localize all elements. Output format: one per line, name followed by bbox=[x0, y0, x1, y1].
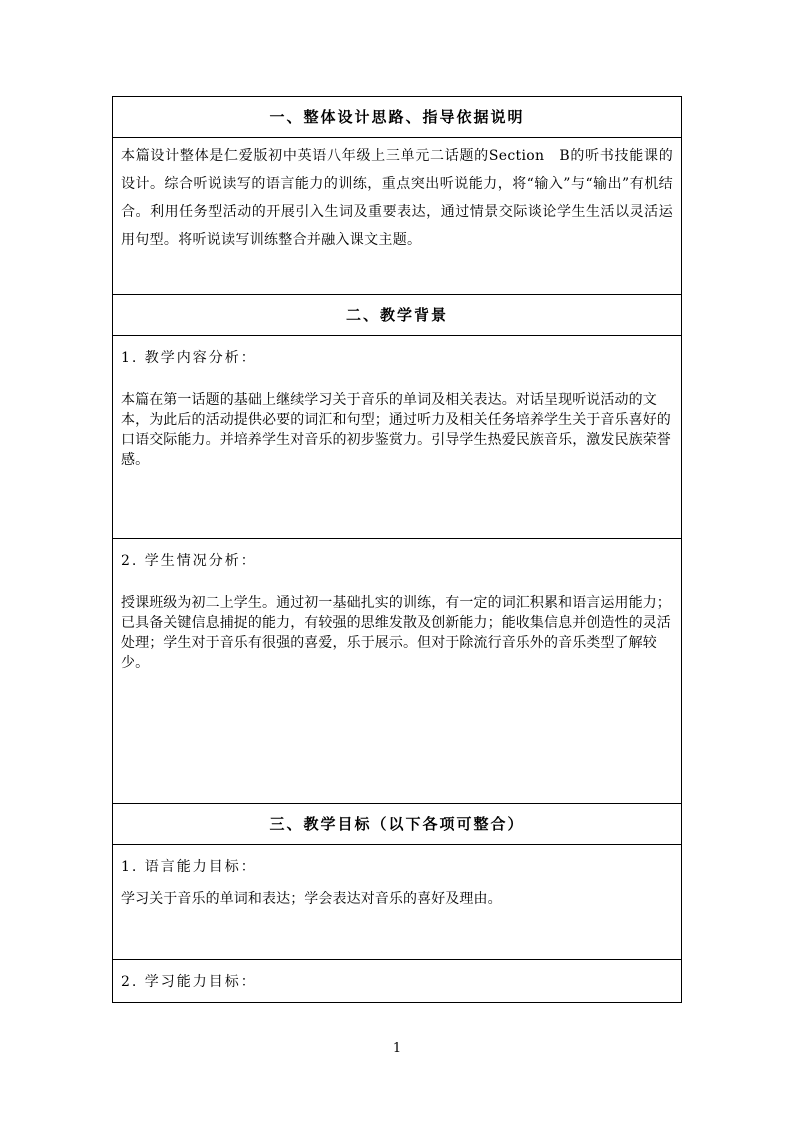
language-ability-text: 学习关于音乐的单词和表达；学会表达对音乐的喜好及理由。 bbox=[121, 891, 502, 907]
content-analysis-title: 1. 教学内容分析： bbox=[121, 350, 257, 366]
language-ability-title: 1. 语言能力目标： bbox=[121, 859, 257, 875]
section-heading-text: 二、教学背景 bbox=[345, 306, 448, 324]
content-analysis-cell bbox=[113, 336, 682, 539]
section-heading-teaching-objectives bbox=[113, 804, 682, 845]
page-number: 1 bbox=[392, 1041, 402, 1056]
content-analysis-text: 本篇在第一话题的基础上继续学习关于音乐的单词及相关表达。对话呈现听说活动的文本，为此后的活动提供必要的词汇和句型；通过听力及相关任务培养学生关于音乐喜好的口语交际能力。并培养学生对音乐的初步鉴赏力。引导学生热爱民族音乐，激发民族荣誉感。 bbox=[121, 392, 671, 468]
student-analysis-title: 2. 学生情况分析： bbox=[121, 553, 257, 569]
section-heading-design-approach bbox=[113, 97, 682, 138]
section-heading-teaching-background bbox=[113, 295, 682, 336]
learning-ability-cell bbox=[113, 960, 682, 1003]
section-heading-text: 三、教学目标（以下各项可整合） bbox=[269, 815, 525, 833]
student-analysis-cell bbox=[113, 539, 682, 804]
learning-ability-title: 2. 学习能力目标： bbox=[121, 974, 257, 990]
section-heading-text: 一、整体设计思路、指导依据说明 bbox=[269, 108, 525, 126]
design-approach-cell bbox=[113, 138, 682, 295]
lesson-plan-table bbox=[112, 96, 682, 1003]
design-approach-text: 本篇设计整体是仁爱版初中英语八年级上三单元二话题的Section B的听书技能课的设计。综合听说读写的语言能力的训练，重点突出听说能力，将“输入”与“输出”有机结合。利用任务型活动的开展引入生词及重要表达，通过情景交际谈论学生生活以灵活运用句型。将听说读写训练整合并融入课文主题。 bbox=[121, 148, 673, 248]
student-analysis-text: 授课班级为初二上学生。通过初一基础扎实的训练，有一定的词汇积累和语言运用能力；已具备关键信息捕捉的能力，有较强的思维发散及创新能力；能收集信息并创造性的灵活处理；学生对于音乐有很强的喜爱，乐于展示。但对于除流行音乐外的音乐类型了解较少。 bbox=[121, 595, 671, 671]
language-ability-cell bbox=[113, 845, 682, 960]
